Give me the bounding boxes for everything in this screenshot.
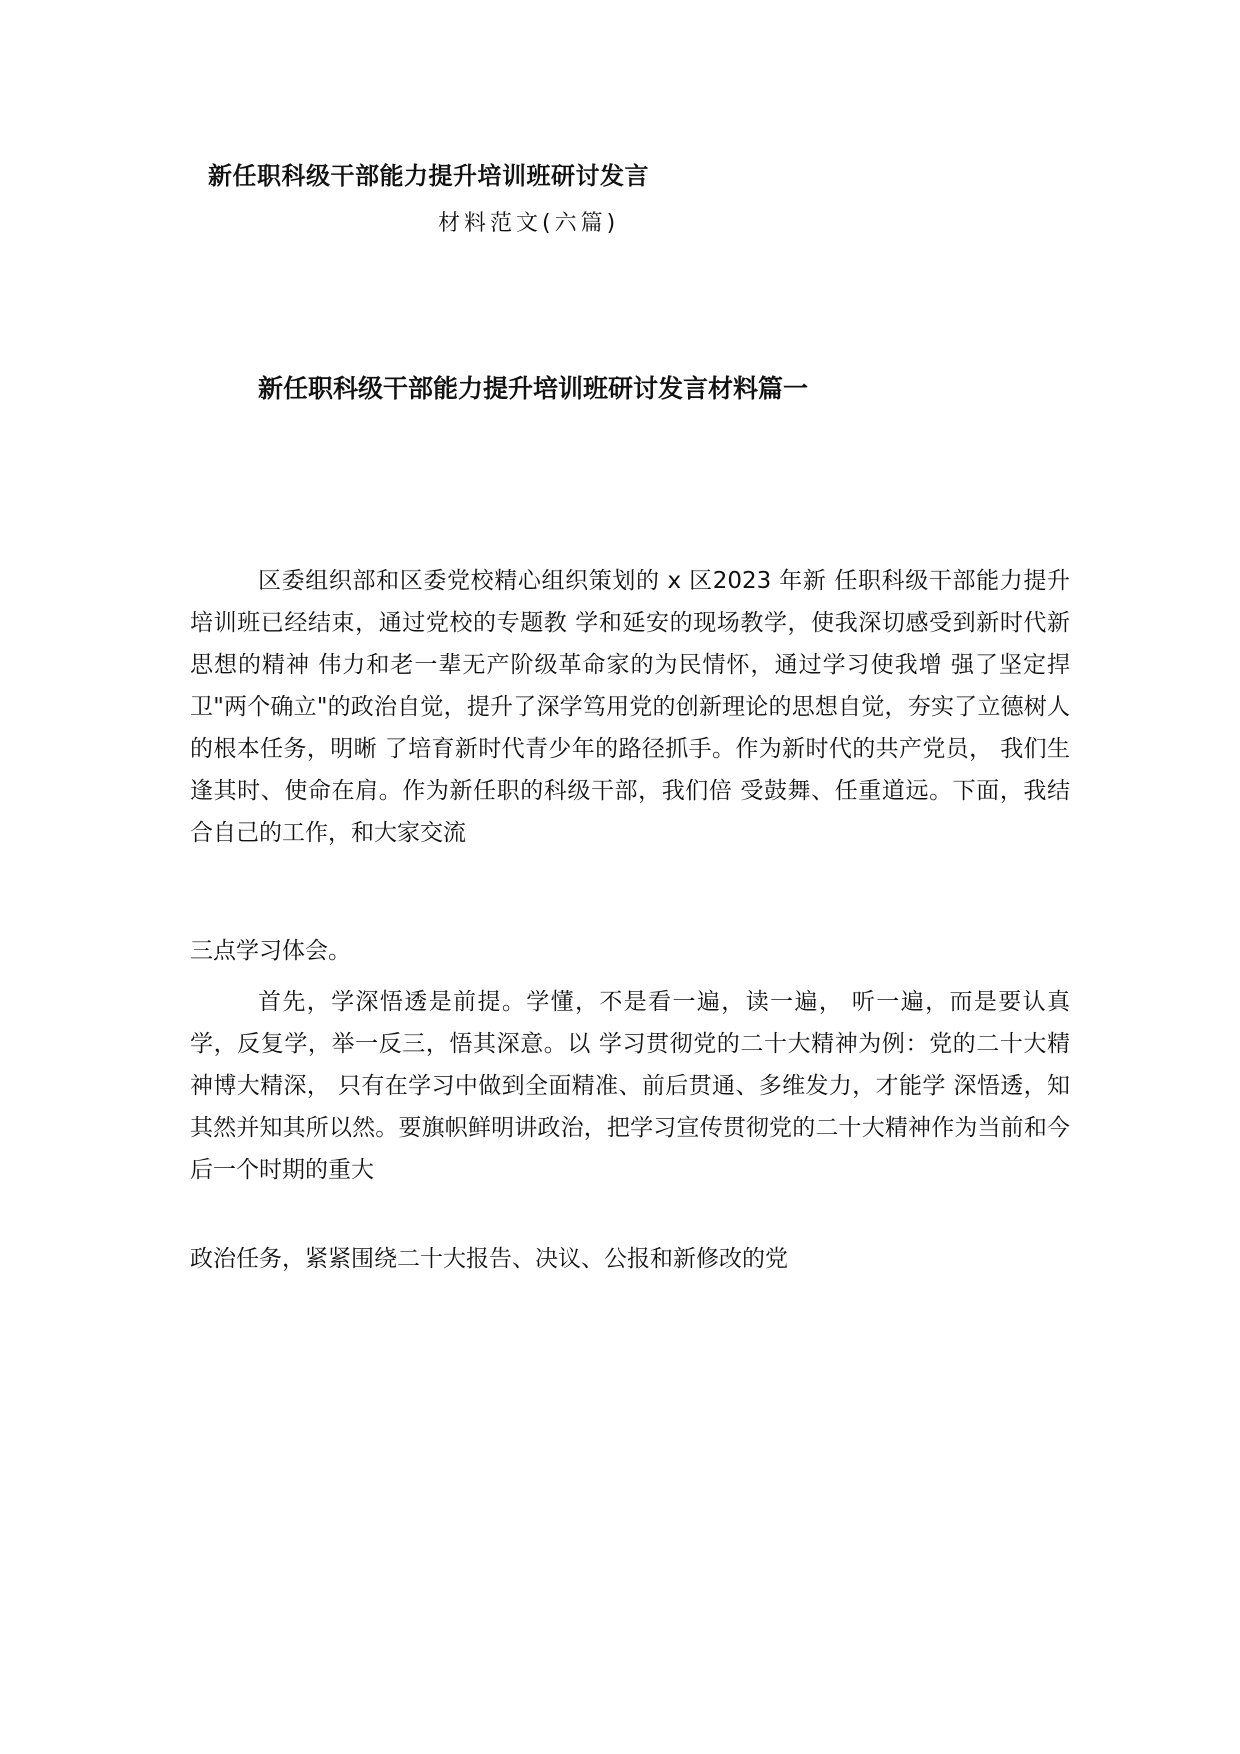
paragraph-last-line: 政治任务，紧紧围绕二十大报告、决议、公报和新修改的党 [190, 1246, 788, 1272]
document-title: 新任职科级干部能力提升培训班研讨发言 [208, 162, 649, 190]
section-title: 新任职科级干部能力提升培训班研讨发言材料篇一 [258, 374, 809, 403]
document-subtitle: 材料范文(六篇) [438, 211, 620, 236]
paragraph-continuation: 三点学习体会。 [190, 938, 351, 964]
paragraph-first-point: 首先，学深悟透是前提。学懂，不是看一遍，读一遍， 听一遍，而是要认真学，反复学，举一反三，悟其深意。以 学习贯彻党的二十大精神为例：党的二十大精神博大精深， 只有在学习中做到全面精准、前后贯通、多维发力，才能学 深悟透，知其然并知其所以然。要旗帜鲜明讲政治，把学习宣传贯彻党的二十大精神作为当前和今后一个时期的重大 [190, 989, 1070, 1183]
paragraph-intro: 区委组织部和区委党校精心组织策划的 x 区2023 年新 任职科级干部能力提升培训班已经结束，通过党校的专题教 学和延安的现场教学，使我深切感受到新时代新思想的精神 伟力和老一辈无产阶级革命家的为民情怀，通过学习使我增 强了坚定捍卫"两个确立"的政治自觉，提升了深学笃用党的创新理论的思想自觉，夯实了立德树人的根本任务，明晰 了培育新时代青少年的路径抓手。作为新时代的共产党员， 我们生逢其时、使命在肩。作为新任职的科级干部，我们倍 受鼓舞、任重道远。下面，我结合自己的工作，和大家交流 [190, 568, 1070, 846]
